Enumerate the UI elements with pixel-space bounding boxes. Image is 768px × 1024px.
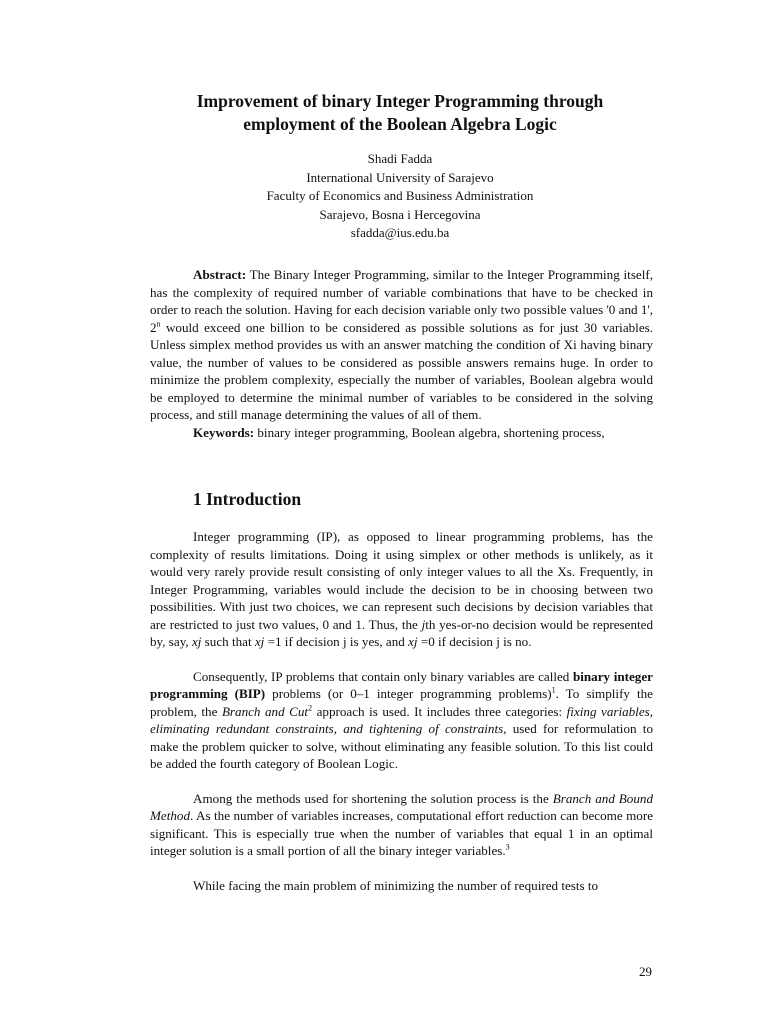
p1-text-e: =0 if decision j is no. xyxy=(417,634,532,649)
intro-paragraph-3 xyxy=(150,790,653,860)
keywords-text: binary integer programming, Boolean algebra, shortening process, xyxy=(254,424,605,440)
intro-paragraph-1 xyxy=(150,528,653,651)
p4-text-a: While facing the main problem of minimizing the number of required tests to xyxy=(193,877,599,893)
page-number: 29 xyxy=(639,964,652,979)
author-email: sfadda@ius.edu.ba xyxy=(350,225,450,240)
p1-text-a: Integer programming (IP), as opposed to linear programming problems, has the complexity of results limitations. Doing it using simplex or other methods is unlikely, as it would very rarely provide result consisting of only integer values to all the Xs. Frequently, in Integer Programming, variables would include the decision to be in choosing between two possibilities. With just two choices, we can represent such decisions by decision variables that are restricted to just two values, 0 and 1. Thus, the xyxy=(150,529,653,632)
p1-italic-xj-2: xj xyxy=(254,634,265,649)
p1-italic-xj-1: xj xyxy=(191,634,202,649)
keywords-paragraph xyxy=(150,424,653,442)
title-line-2: employment of the Boolean Algebra Logic xyxy=(243,114,557,134)
p1-text-b: th yes-or-no decision would be represented by, say, xyxy=(150,616,653,649)
abstract-paragraph xyxy=(150,266,653,424)
p2-text-c: . To simplify the problem, the xyxy=(150,686,653,719)
p2-italic-categories: fixing variables, eliminating redundant constraints, and tightening of constraints xyxy=(150,703,654,736)
abstract-text-1: The Binary Integer Programming, similar to the Integer Programming itself, has the complexity of required number of variable combinations that have to be checked in order to reach the solution. Having for each decision variable only two possible values '0 and 1', 2 xyxy=(150,267,653,335)
intro-paragraph-2 xyxy=(150,668,653,773)
footnote-ref-2: 2 xyxy=(308,703,313,713)
p1-italic-xj-3: xj xyxy=(408,634,418,649)
author-block xyxy=(200,150,600,243)
author-location: Sarajevo, Bosna i Hercegovina xyxy=(319,206,481,222)
p3-italic-branch-and-bound: Branch and Bound Method xyxy=(150,790,653,823)
affiliation-university: International University of Sarajevo xyxy=(306,169,494,185)
abstract-superscript: n xyxy=(156,319,161,329)
title-line-1: Improvement of binary Integer Programming through xyxy=(196,91,604,111)
abstract-block xyxy=(150,266,653,441)
p1-text-d: =1 if decision j is yes, and xyxy=(264,634,409,649)
p2-italic-branch-and-cut: Branch and Cut xyxy=(221,703,309,719)
affiliation-faculty: Faculty of Economics and Business Administration xyxy=(266,188,534,203)
p3-text-a: Among the methods used for shortening the solution process is the xyxy=(193,790,553,806)
p3-text-b: . As the number of variables increases, computational effort reduction can become more significant. This is especially true when the number of variables that equal 1 in an optimal integer solution is a small portion of all the binary integer variables. xyxy=(150,808,653,858)
author-name: Shadi Fadda xyxy=(367,151,433,166)
p2-text-d: approach is used. It includes three categories: xyxy=(312,703,567,719)
p2-text-b: problems (or 0–1 integer programming problems) xyxy=(265,686,552,701)
introduction-body xyxy=(150,528,653,911)
intro-paragraph-4 xyxy=(150,877,653,895)
p2-bold-bip: binary integer programming (BIP) xyxy=(150,668,653,701)
p1-italic-j: j xyxy=(421,616,426,632)
footnote-ref-1: 1 xyxy=(551,685,556,695)
keywords-label: Keywords: xyxy=(193,424,255,440)
section-heading-introduction: 1 Introduction xyxy=(193,489,302,509)
abstract-label: Abstract: xyxy=(193,267,247,282)
abstract-text-2: would exceed one billion to be considered as possible solutions as for just 30 variables. Unless simplex method provides us with an answer matching the condition of Xi having binary value, the number of values to be considered as possible answers remains huge. In order to minimize the problem complexity, especially the number of variables, Boolean algebra would be employed to determine the minimal number of variables to be considered in the solving process, and still manage determining the values of all of them. xyxy=(150,319,653,422)
p1-text-c: such that xyxy=(201,634,255,649)
p2-text-e: , used for reformulation to make the problem quicker to solve, without eliminating any feasible solution. To this list could be added the fourth category of Boolean Logic. xyxy=(150,721,653,771)
footnote-ref-3: 3 xyxy=(505,842,510,852)
paper-title xyxy=(150,90,650,136)
p2-text-a: Consequently, IP problems that contain only binary variables are called xyxy=(193,668,573,684)
